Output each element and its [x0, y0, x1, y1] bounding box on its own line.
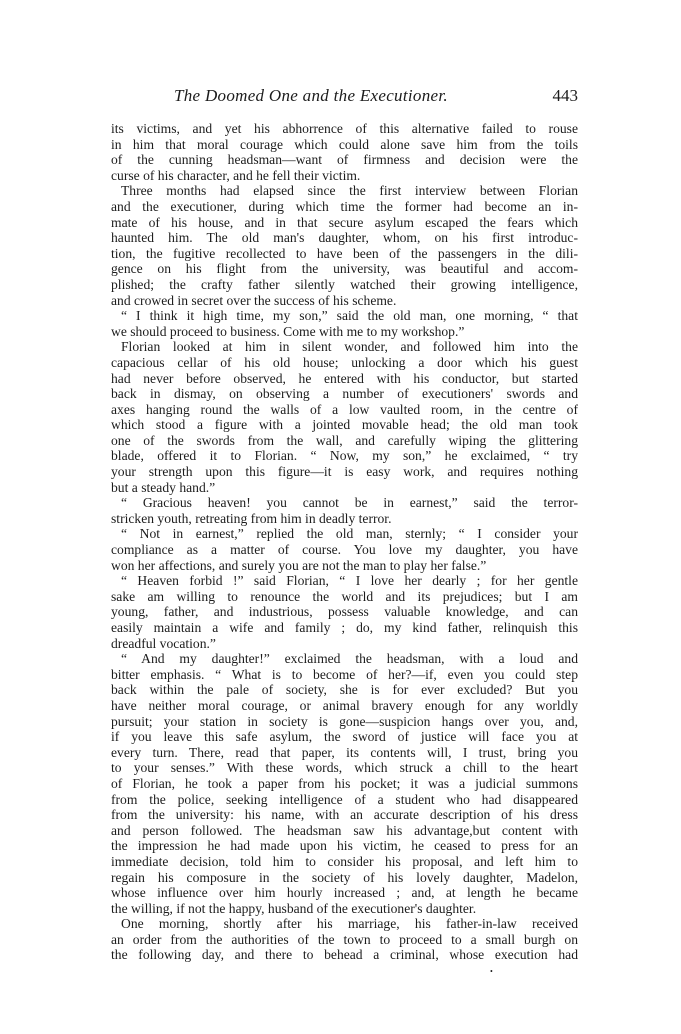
text-line: your strength upon this figure—it is easy work, and requires nothing	[111, 464, 578, 480]
text-line: its victims, and yet his abhorrence of this alternative failed to rouse	[111, 121, 578, 136]
text-line: “ Not in earnest,” replied the old man, sternly; “ I consider your	[121, 526, 578, 542]
text-line: the impression he had made upon his victim, he ceased to press for an	[111, 838, 578, 854]
text-line: from the police, seeking intelligence of a student who had disappeared	[111, 791, 578, 807]
text-line: curse of his character, and he fell their victim.	[111, 167, 361, 183]
printer-mark: •	[490, 967, 493, 976]
text-line: the following day, and there to behead a criminal, whose execution had	[111, 947, 578, 963]
text-line: and person followed. The headsman saw his advantage,but content with	[111, 822, 578, 838]
text-line: back within the pale of society, she is for ever excluded? But you	[111, 682, 578, 698]
text-line: blade, offered it to Florian. “ Now, my son,” he exclaimed, “ try	[111, 448, 578, 464]
text-line: mate of his house, and in that secure asylum escaped the fears which	[111, 214, 578, 230]
text-line: we should proceed to business. Come with me to my workshop.”	[111, 323, 465, 339]
body-text	[111, 121, 578, 963]
text-line: dreadful vocation.”	[111, 635, 216, 651]
text-line: haunted him. The old man's daughter, whom, on his first introduc-	[111, 230, 578, 246]
text-line: but a steady hand.”	[111, 479, 216, 495]
text-line: “ Heaven forbid !” said Florian, “ I love her dearly ; for her gentle	[121, 573, 578, 589]
text-line: whose influence over him hourly increased ; and, at length he became	[111, 885, 578, 901]
text-line: had never before observed, he entered with his conductor, but started	[111, 370, 578, 386]
text-line: easily maintain a wife and family ; do, my kind father, relinquish this	[111, 620, 578, 635]
text-line: if you leave this safe asylum, the sword of justice will face you at	[111, 729, 578, 745]
text-line: One morning, shortly after his marriage, his father-in-law received	[121, 916, 578, 932]
text-line: which stood a figure with a jointed movable head; the old man took	[111, 417, 578, 433]
text-line: the willing, if not the happy, husband of the executioner's daughter.	[111, 900, 477, 916]
text-line: every turn. There, read that paper, its contents will, I trust, bring you	[111, 744, 578, 760]
text-line: of Florian, he took a paper from his pocket; it was a judicial summons	[111, 775, 578, 791]
text-line: and crowed in secret over the success of his scheme.	[111, 292, 397, 308]
text-line: won her affections, and surely you are not the man to play her false.”	[111, 557, 487, 573]
text-line: “ I think it high time, my son,” said the old man, one morning, “ that	[121, 308, 578, 324]
text-line: one of the swords from the wall, and carefully wiping the glittering	[111, 432, 578, 448]
text-line: from the university: his name, with an accurate description of his dress	[111, 807, 578, 823]
text-line: young, father, and industrious, possess valuable knowledge, and can	[111, 604, 578, 620]
text-line: plished; the crafty father silently watched their growing intelligence,	[111, 276, 578, 292]
text-line: to your senses.” With these words, which struck a chill to the heart	[111, 760, 578, 776]
text-line: regain his composure in the society of his lovely daughter, Madelon,	[111, 869, 578, 885]
text-line: an order from the authorities of the town to proceed to a small burgh on	[111, 931, 578, 947]
text-line: Florian looked at him in silent wonder, and followed him into the	[121, 339, 578, 355]
text-line: “ And my daughter!” exclaimed the headsman, with a loud and	[121, 651, 578, 667]
text-line: back in dismay, on observing a number of executioners' swords and	[111, 386, 578, 402]
text-line: gence on his flight from the university, was beautiful and accom-	[111, 261, 578, 277]
text-line: in him that moral courage which could alone save him from the toils	[111, 136, 578, 152]
text-line: bitter emphasis. “ What is to become of her?—if, even you could step	[111, 666, 578, 682]
text-line: pursuit; your station in society is gone—suspicion hangs over you, and,	[111, 713, 578, 729]
text-line: immediate decision, told him to consider his proposal, and left him to	[111, 853, 578, 869]
text-line: of the cunning headsman—want of firmness and decision were the	[111, 152, 578, 168]
text-line: compliance as a matter of course. You love my daughter, you have	[111, 542, 578, 558]
text-line: stricken youth, retreating from him in deadly terror.	[111, 510, 392, 526]
running-title: The Doomed One and the Executioner.	[174, 86, 448, 105]
text-line: axes hanging round the walls of a low vaulted room, in the centre of	[111, 401, 578, 417]
text-line: tion, the fugitive recollected to have been of the passengers in the dili-	[111, 245, 578, 261]
page-header	[110, 86, 578, 110]
text-line: capacious cellar of his old house; unlocking a door which his guest	[111, 354, 578, 370]
text-line: have neither moral courage, or animal bravery enough for any worldly	[111, 697, 578, 713]
text-line: sake am willing to renounce the world and its prejudices; but I am	[111, 588, 578, 604]
text-line: Three months had elapsed since the first interview between Florian	[121, 183, 578, 199]
text-line: “ Gracious heaven! you cannot be in earnest,” said the terror-	[121, 495, 578, 511]
text-line: and the executioner, during which time the former had become an in-	[111, 198, 578, 214]
page-number: 443	[552, 86, 578, 105]
